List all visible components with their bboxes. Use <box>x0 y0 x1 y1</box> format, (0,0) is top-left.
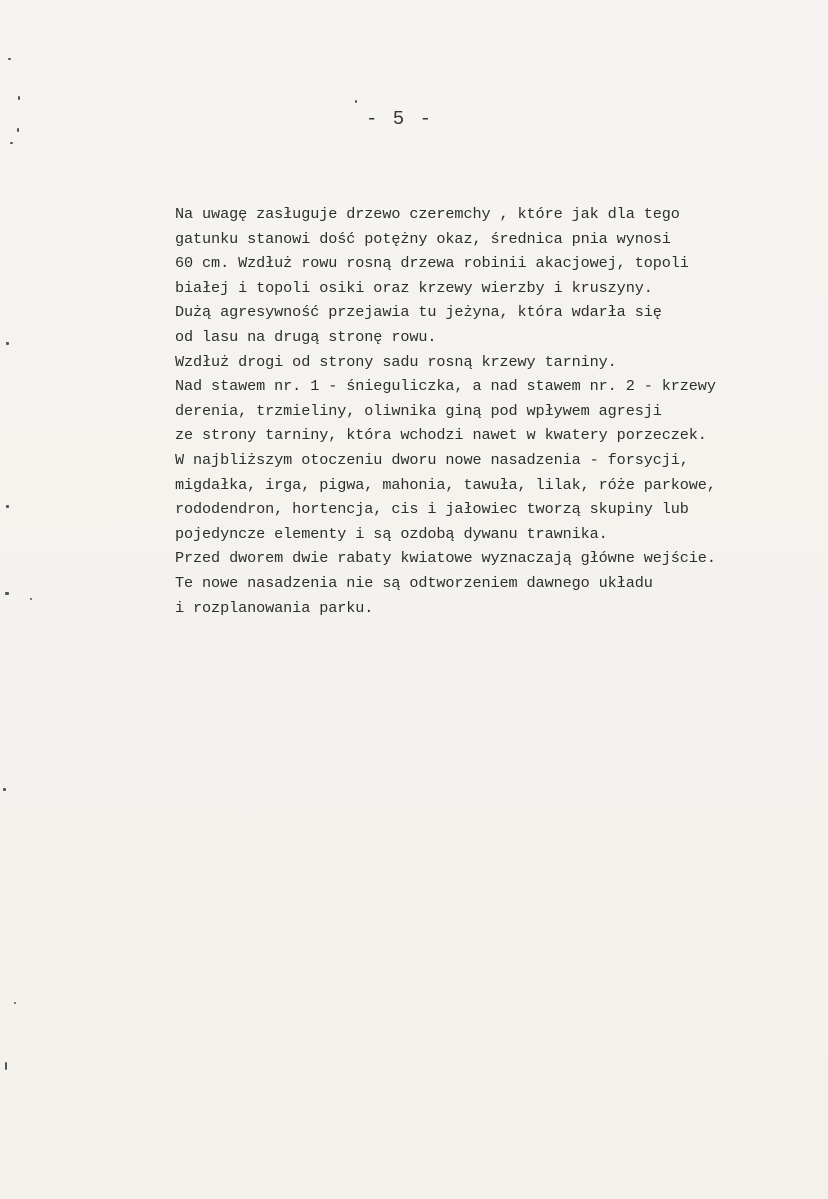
margin-mark <box>17 128 19 132</box>
text-line: W najbliższym otoczeniu dworu nowe nasadzenia - forsycji, <box>175 450 689 469</box>
margin-mark <box>14 1002 16 1004</box>
text-line: rododendron, hortencja, cis i jałowiec tworzą skupiny lub <box>175 500 689 519</box>
page-number: - 5 - <box>366 108 434 130</box>
margin-mark <box>3 788 6 791</box>
text-line: od lasu na drugą stronę rowu. <box>175 327 437 346</box>
text-line: białej i topoli osiki oraz krzewy wierzby i kruszyny. <box>175 278 653 297</box>
margin-mark <box>5 592 9 595</box>
text-line: pojedyncze elementy i są ozdobą dywanu trawnika. <box>175 524 608 543</box>
text-line: Wzdłuż drogi od strony sadu rosną krzewy tarniny. <box>175 352 617 371</box>
margin-mark <box>18 96 20 100</box>
text-line: Na uwagę zasługuje drzewo czeremchy , które jak dla tego <box>175 205 680 223</box>
text-line: 60 cm. Wzdłuż rowu rosną drzewa robinii akacjowej, topoli <box>175 254 689 273</box>
margin-mark <box>10 142 13 144</box>
text-line: Dużą agresywność przejawia tu jeżyna, która wdarła się <box>175 303 662 322</box>
text-line: migdałka, irga, pigwa, mahonia, tawuła, lilak, róże parkowe, <box>175 475 716 494</box>
text-line: Te nowe nasadzenia nie są odtworzeniem dawnego układu <box>175 573 653 592</box>
text-line: derenia, trzmieliny, oliwnika giną pod wpływem agresji <box>175 401 662 420</box>
text-line: i rozplanowania parku. <box>175 598 374 617</box>
margin-mark <box>30 598 32 600</box>
margin-mark <box>8 58 11 60</box>
text-line: Przed dworem dwie rabaty kwiatowe wyznaczają główne wejście. <box>175 549 716 568</box>
margin-mark <box>5 1062 7 1070</box>
text-line: ze strony tarniny, która wchodzi nawet w kwatery porzeczek. <box>175 426 707 445</box>
body-text <box>175 202 815 620</box>
margin-mark <box>355 100 357 103</box>
margin-mark <box>6 505 9 508</box>
margin-mark <box>6 342 9 345</box>
text-line: gatunku stanowi dość potężny okaz, średnica pnia wynosi <box>175 229 671 248</box>
text-line: Nad stawem nr. 1 - śnieguliczka, a nad stawem nr. 2 - krzewy <box>175 377 716 396</box>
